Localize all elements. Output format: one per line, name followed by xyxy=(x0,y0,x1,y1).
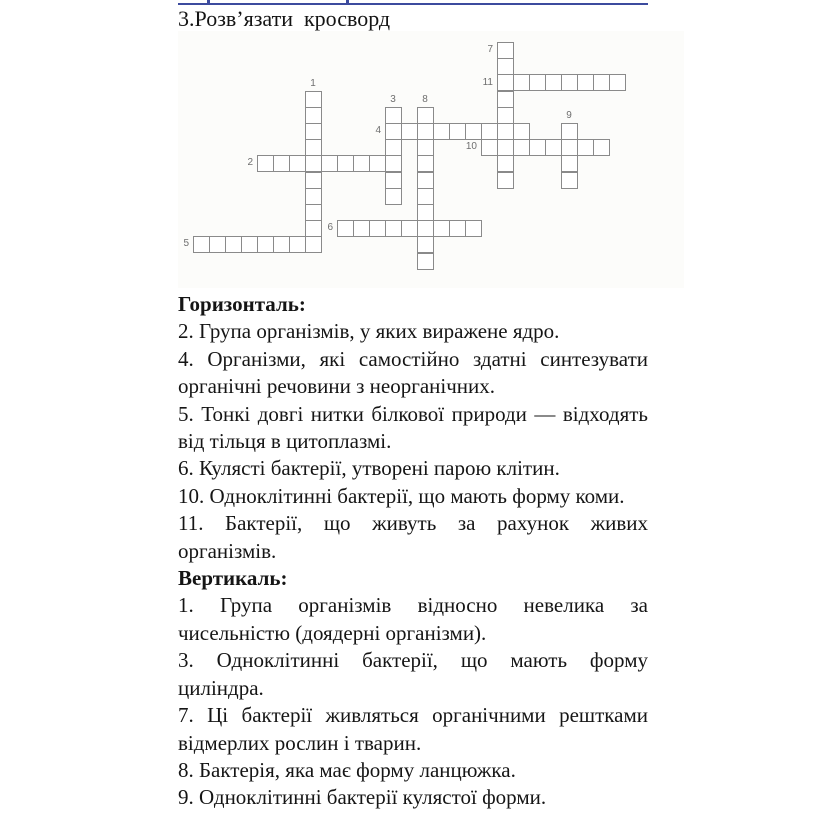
horizontal-clue: 5. Тонкі довгі нитки білкової природи — відходять від тільця в цитоплазмі. xyxy=(178,401,648,454)
crossword-cell xyxy=(497,42,514,59)
horizontal-clue: 4. Організми, які самостійно здатні синтезувати органічні речовини з неорганічних. xyxy=(178,346,648,399)
crossword-cell xyxy=(417,204,434,221)
crossword-cell xyxy=(577,74,594,91)
crossword-cell xyxy=(417,220,434,237)
crossword-cell xyxy=(385,172,402,189)
crossword-cell xyxy=(449,123,466,140)
crossword-cell xyxy=(449,220,466,237)
crossword-cell xyxy=(465,220,482,237)
link-underline xyxy=(178,3,648,5)
crossword-cell xyxy=(417,123,434,140)
horizontal-clue: 11. Бактерії, що живуть за рахунок живих організмів. xyxy=(178,511,648,563)
crossword-cell xyxy=(561,155,578,172)
horizontal-clue: 2. Група організмів, у яких виражене ядро. xyxy=(178,319,560,344)
crossword-number-label: 7 xyxy=(487,44,493,55)
crossword-cell xyxy=(513,74,530,91)
crossword-cell xyxy=(273,155,290,172)
crossword-cell xyxy=(385,139,402,156)
crossword-number-label: 6 xyxy=(327,222,333,233)
crossword-cell xyxy=(497,139,514,156)
crossword-cell xyxy=(577,139,594,156)
crossword-cell xyxy=(337,155,354,172)
crossword-cell xyxy=(417,172,434,189)
vertical-clues-header: Вертикаль: xyxy=(178,566,288,591)
crossword-cell xyxy=(513,139,530,156)
crossword-cell xyxy=(289,155,306,172)
crossword-cell xyxy=(305,204,322,221)
crossword-cell xyxy=(593,139,610,156)
crossword-cell xyxy=(497,91,514,108)
crossword-cell xyxy=(305,172,322,189)
crossword-number-label: 1 xyxy=(310,78,316,89)
crossword-number-label: 2 xyxy=(247,157,253,168)
crossword-cell xyxy=(193,236,210,253)
crossword-cell xyxy=(385,155,402,172)
crossword-cell xyxy=(353,155,370,172)
crossword-cell xyxy=(481,139,498,156)
crossword-cell xyxy=(209,236,226,253)
crossword-cell xyxy=(609,74,626,91)
crossword-cell xyxy=(337,220,354,237)
horizontal-clue: 6. Кулясті бактерії, утворені парою клітин. xyxy=(178,456,560,481)
crossword-cell xyxy=(433,220,450,237)
crossword-cell xyxy=(385,220,402,237)
task-heading: 3.Розв’язати кросворд xyxy=(178,6,391,31)
crossword-cell xyxy=(497,123,514,140)
vertical-clue: 3. Одноклітинні бактерії, що мають форму циліндра. xyxy=(178,648,648,700)
crossword-cell xyxy=(305,236,322,253)
horizontal-clues-header: Горизонталь: xyxy=(178,292,306,316)
crossword-cell xyxy=(385,188,402,205)
crossword-number-label: 3 xyxy=(390,94,396,105)
crossword-number-label: 10 xyxy=(465,141,477,152)
horizontal-clues-list xyxy=(178,318,648,565)
crossword-cell xyxy=(561,139,578,156)
crossword-cell xyxy=(305,107,322,124)
crossword-cell xyxy=(369,155,386,172)
crossword-cell xyxy=(225,236,242,253)
crossword-cell xyxy=(497,74,514,91)
crossword-cell xyxy=(257,155,274,172)
crossword-number-label: 4 xyxy=(375,125,381,136)
crossword-cell xyxy=(497,155,514,172)
crossword-cell xyxy=(561,172,578,189)
crossword-cell xyxy=(593,74,610,91)
vertical-clue: 1. Група організмів відносно невелика за чисельністю (доядерні організми). xyxy=(178,593,648,645)
vertical-clue: 7. Ці бактерії живляться органічними рештками відмерлих рослин і тварин. xyxy=(178,703,648,755)
crossword-cell xyxy=(545,139,562,156)
crossword-cell xyxy=(305,91,322,108)
crossword-number-label: 8 xyxy=(422,94,428,105)
crossword-cell xyxy=(273,236,290,253)
crossword-cell xyxy=(257,236,274,253)
crossword-number-label: 9 xyxy=(566,110,572,121)
crossword-cell xyxy=(417,139,434,156)
crossword-cell xyxy=(417,236,434,253)
crossword-cell xyxy=(497,107,514,124)
crossword-cell xyxy=(305,155,322,172)
crossword-cell xyxy=(513,123,530,140)
crossword-cell xyxy=(305,188,322,205)
crossword-cell xyxy=(417,253,434,270)
vertical-clues-list xyxy=(178,592,648,811)
crossword-cell xyxy=(465,123,482,140)
crossword-cell xyxy=(353,220,370,237)
crossword-cell xyxy=(289,236,306,253)
crossword-cell xyxy=(497,58,514,75)
crossword-cell xyxy=(433,123,450,140)
crossword-cell xyxy=(369,220,386,237)
crossword-cell xyxy=(305,123,322,140)
horizontal-clue: 10. Одноклітинні бактерії, що мають форму коми. xyxy=(178,483,625,508)
crossword-cell xyxy=(545,74,562,91)
crossword-cell xyxy=(385,107,402,124)
crossword-cell xyxy=(529,139,546,156)
crossword-cell xyxy=(401,220,418,237)
crossword-number-label: 5 xyxy=(183,238,189,249)
crossword-cell xyxy=(401,123,418,140)
crossword-cell xyxy=(417,155,434,172)
crossword-cell xyxy=(417,188,434,205)
crossword-cell xyxy=(481,123,498,140)
crossword-cell xyxy=(561,74,578,91)
crossword-cell xyxy=(305,139,322,156)
crossword-cell xyxy=(321,155,338,172)
vertical-clue: 8. Бактерія, яка має форму ланцюжка. xyxy=(178,757,516,782)
crossword-cell xyxy=(241,236,258,253)
crossword-cell xyxy=(417,107,434,124)
crossword-cell xyxy=(561,123,578,140)
crossword-number-label: 11 xyxy=(482,77,493,88)
crossword-cell xyxy=(497,172,514,189)
crossword-cell xyxy=(385,123,402,140)
crossword-cell xyxy=(529,74,546,91)
vertical-clue: 9. Одноклітинні бактерії кулястої форми. xyxy=(178,785,547,810)
clues-section xyxy=(178,291,648,812)
